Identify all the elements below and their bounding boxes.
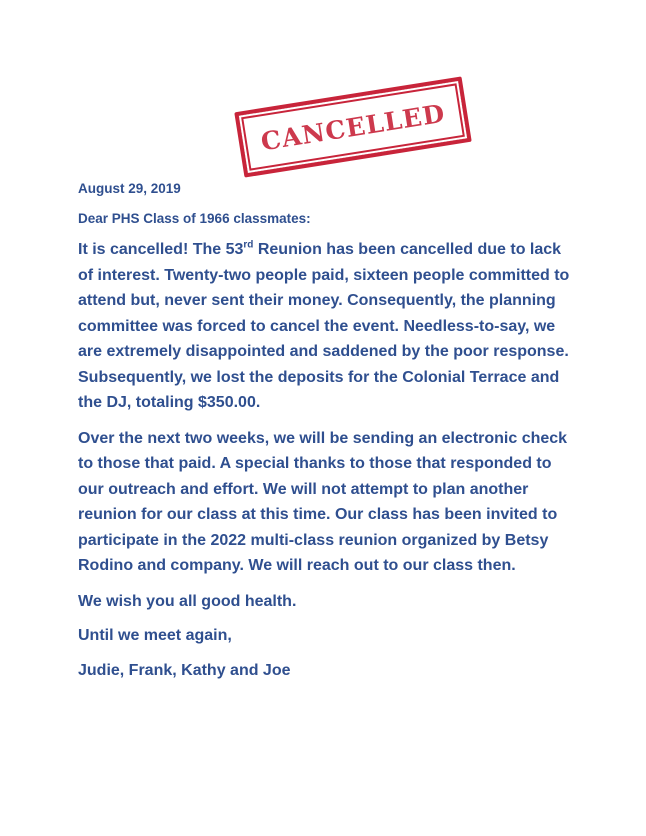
letter-wish: We wish you all good health.: [78, 592, 297, 610]
letter-signature: Judie, Frank, Kathy and Joe: [78, 661, 291, 679]
letter-greeting: Dear PHS Class of 1966 classmates:: [78, 211, 311, 226]
letter-closing: Until we meet again,: [78, 627, 232, 644]
paragraph-refund: Over the next two weeks, we will be sending an electronic check to those that paid. A special thanks to those that responded to our outreach and effort. We will not attempt to plan another reunion for our class at this time. Our class has been invited to participate in the 2022 multi-class reunion organized by Betsy Rodino and company. We will reach out to our class then.: [78, 429, 568, 574]
letter: [78, 180, 578, 692]
paragraph-cancellation-start: It is cancelled! The 53: [78, 241, 244, 258]
ordinal-suffix: rd: [243, 239, 254, 251]
stamp-text: CANCELLED: [258, 98, 448, 156]
paragraph-cancellation-rest: Reunion has been cancelled due to lack of interest. Twenty-two people paid, sixteen people committed to attend but, never sent their money. Consequently, the planning committee was forced to cancel the event. Needless-to-say, we are extremely disappointed and saddened by the poor response. Subsequently, we lost the deposits for the Colonial Terrace and the DJ, totaling $350.00.: [78, 241, 570, 411]
letter-date: August 29, 2019: [78, 181, 181, 196]
paragraph-cancellation: [78, 237, 578, 416]
cancelled-stamp: [234, 76, 471, 177]
